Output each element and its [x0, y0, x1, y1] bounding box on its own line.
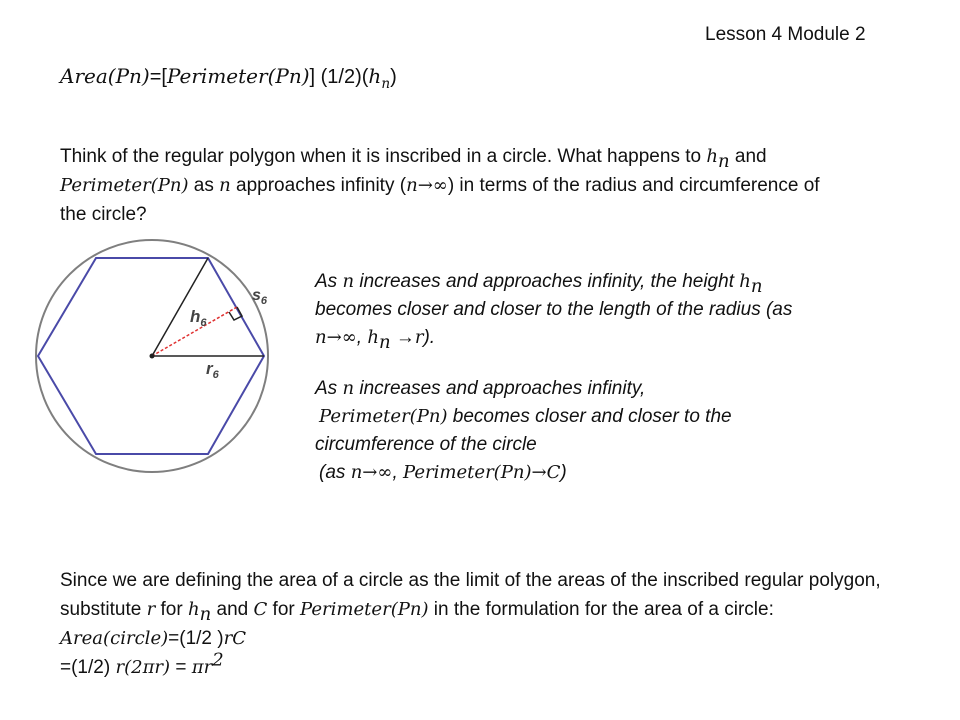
r6-letter: r: [206, 359, 213, 378]
conc-text-1: Since we are defining the area of a circle as the limit of the areas of the inscribed regular polygon, substitute: [60, 570, 881, 620]
conc-perimeter: Perimeter(Pn): [300, 599, 429, 620]
ans1-h-sub: n: [750, 275, 763, 297]
r6-label: [206, 359, 220, 381]
conc-h-sub: n: [199, 603, 212, 625]
conc-text-4: for: [267, 599, 301, 620]
s6-label: [252, 287, 268, 307]
ans1-text-5: →: [390, 327, 415, 348]
ans1-text-6: ).: [423, 327, 436, 348]
formula-close: ] (1/2)(: [309, 66, 369, 88]
ans2-perimeter: Perimeter(Pn): [319, 406, 448, 427]
answer-height-paragraph: [315, 268, 815, 352]
question-n: n: [219, 175, 231, 196]
conc-text-2: for: [155, 599, 188, 620]
conc-r: r: [146, 599, 156, 620]
h6-letter: h: [190, 307, 201, 326]
conc-line3-start: =(1/2): [60, 657, 116, 678]
formula-h: h: [368, 64, 382, 88]
conc-h: h: [187, 599, 200, 620]
question-text-5: ) in terms of the radius and circumference of the circle?: [60, 175, 820, 225]
ans2-limit: n→∞: [350, 462, 393, 483]
s6-subscript: 6: [260, 295, 268, 307]
ans2-text-6: ): [560, 462, 567, 483]
s6-letter: s: [252, 287, 261, 304]
conc-rc: rC: [223, 628, 247, 649]
conc-eq: =: [170, 657, 192, 678]
formula-perimeter: Perimeter: [166, 64, 268, 88]
ans2-perimeter-limit: Perimeter(Pn)→C: [403, 462, 561, 483]
conc-text-3: and: [211, 599, 254, 620]
question-perimeter: Perimeter(Pn): [60, 175, 189, 196]
conc-pi-r: πr: [191, 657, 213, 678]
r6-subscript: 6: [212, 369, 219, 381]
right-angle-marker: [229, 307, 242, 320]
ans1-h2-sub: n: [378, 331, 391, 353]
formula-end: ): [390, 66, 397, 88]
answer-perimeter-paragraph: [315, 375, 835, 487]
ans1-limit: n→∞: [315, 327, 357, 348]
conc-squared: 2: [212, 649, 224, 671]
conc-c: C: [253, 599, 268, 620]
ans2-text-3: becomes closer and closer to the circumference of the circle: [315, 406, 732, 455]
center-point: [150, 354, 155, 359]
conclusion-paragraph: [60, 566, 920, 682]
ans2-text-5: ,: [392, 462, 403, 483]
ans2-text-4: (as: [319, 462, 351, 483]
ans1-text-4: ,: [356, 327, 368, 348]
question-limit: n→∞: [406, 175, 448, 196]
ans1-n: n: [342, 271, 355, 292]
question-text-4: approaches infinity (: [230, 175, 407, 196]
conc-r-2pir: r(2πr): [115, 657, 171, 678]
conc-text-5: in the formulation for the area of a circle:: [428, 599, 774, 620]
conc-half: =(1/2 ): [168, 628, 224, 649]
formula-eq: =[: [149, 66, 167, 88]
inscribed-hexagon-figure: [30, 238, 280, 478]
polygon-area-formula: [60, 64, 397, 92]
h6-label: [190, 307, 207, 329]
ans2-n: n: [342, 378, 355, 399]
formula-pn: (Pn): [107, 64, 150, 88]
h6-subscript: 6: [200, 317, 207, 329]
formula-area: Area: [60, 64, 108, 88]
question-text-1: Think of the regular polygon when it is inscribed in a circle. What happens to: [60, 146, 702, 167]
lesson-title: Lesson 4 Module 2: [705, 24, 866, 45]
question-text-2: and: [729, 146, 767, 167]
question-h: h: [706, 146, 718, 167]
ans1-text-3: becomes closer and closer to the length of the radius (as: [315, 299, 793, 320]
ans1-text-2: increases and approaches infinity, the height: [354, 271, 740, 292]
ans2-text-2: increases and approaches infinity,: [354, 378, 646, 399]
formula-h-sub: n: [381, 76, 391, 92]
formula-pn2: (Pn): [267, 64, 310, 88]
conc-area-circle: Area(circle): [60, 628, 169, 649]
question-h-sub: n: [717, 150, 730, 172]
ans1-text-1: As: [315, 271, 343, 292]
ans1-h2: h: [367, 327, 379, 348]
question-paragraph: [60, 142, 830, 229]
ans2-text-1: As: [315, 378, 343, 399]
ans1-h: h: [739, 271, 751, 292]
question-text-3: as: [188, 175, 220, 196]
ans1-r: r: [414, 327, 424, 348]
